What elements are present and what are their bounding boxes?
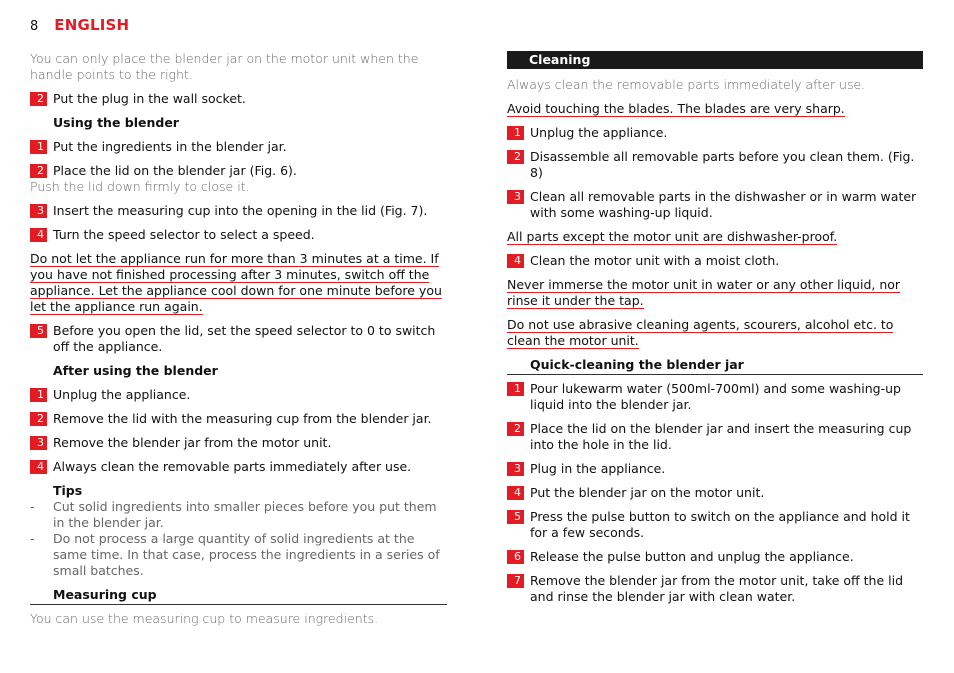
- using-heading: Using the blender: [53, 115, 179, 130]
- step-text: Clean all removable parts in the dishwasher or in warm water with some washing-up liquid.: [530, 189, 917, 220]
- step-text: Unplug the appliance.: [53, 387, 191, 402]
- cleaning-step-2: [507, 149, 923, 181]
- tip-dash: -: [30, 499, 35, 514]
- step-text: Before you open the lid, set the speed selector to 0 to switch off the appliance.: [53, 323, 436, 354]
- step-number-badge: 3: [30, 436, 47, 450]
- warning-text: Avoid touching the blades. The blades are very sharp.: [507, 101, 845, 116]
- step-text: Press the pulse button to switch on the appliance and hold it for a few seconds.: [530, 509, 910, 540]
- language-title: ENGLISH: [54, 16, 130, 34]
- quick-step-6: [507, 549, 923, 565]
- step-text: Turn the speed selector to select a speed.: [53, 227, 315, 242]
- step-number-badge: 3: [30, 204, 47, 218]
- step-text: Clean the motor unit with a moist cloth.: [530, 253, 780, 268]
- blades-warning: [507, 101, 923, 117]
- after-step-4: [30, 459, 447, 475]
- using-step-5: [30, 323, 447, 355]
- after-step-2: [30, 411, 447, 427]
- step-number-badge: 5: [30, 324, 47, 338]
- cleaning-heading: Cleaning: [507, 51, 923, 69]
- step-text: Remove the blender jar from the motor unit, take off the lid and rinse the blender jar with clean water.: [530, 573, 904, 604]
- step-number-badge: 1: [507, 126, 524, 140]
- cleaning-step-1: [507, 125, 923, 141]
- intro-text: You can only place the blender jar on the motor unit when the handle points to the right.: [30, 51, 419, 82]
- step-text: Pour lukewarm water (500ml-700ml) and some washing-up liquid into the blender jar.: [530, 381, 901, 412]
- tip-text: Cut solid ingredients into smaller pieces before you put them in the blender jar.: [53, 499, 437, 530]
- step-number-badge: 2: [507, 150, 524, 164]
- step-text: Put the ingredients in the blender jar.: [53, 139, 287, 154]
- step-number-badge: 2: [30, 412, 47, 426]
- step-text: Insert the measuring cup into the opening in the lid (Fig. 7).: [53, 203, 428, 218]
- step-number-badge: 5: [507, 510, 524, 524]
- step-text: Place the lid on the blender jar (Fig. 6).: [53, 163, 297, 178]
- warning-text: All parts except the motor unit are dishwasher-proof.: [507, 229, 838, 244]
- step-number-badge: 3: [507, 190, 524, 204]
- step-plug: [30, 91, 447, 107]
- quick-step-3: [507, 461, 923, 477]
- cleaning-step-4: [507, 253, 923, 269]
- step-text: Place the lid on the blender jar and insert the measuring cup into the hole in the lid.: [530, 421, 912, 452]
- step-number-badge: 4: [507, 486, 524, 500]
- step-text: Remove the blender jar from the motor unit.: [53, 435, 332, 450]
- quick-step-4: [507, 485, 923, 501]
- step-text: Always clean the removable parts immediately after use.: [53, 459, 412, 474]
- warning-text: Do not use abrasive cleaning agents, scourers, alcohol etc. to clean the motor unit.: [507, 317, 894, 348]
- step-number-badge: 4: [30, 460, 47, 474]
- step-text: Remove the lid with the measuring cup from the blender jar.: [53, 411, 432, 426]
- runtime-warning: [30, 251, 447, 315]
- step-number-badge: 3: [507, 462, 524, 476]
- step-number-badge: 1: [30, 140, 47, 154]
- step-number-badge: 4: [507, 254, 524, 268]
- step-text: Put the blender jar on the motor unit.: [530, 485, 765, 500]
- step-sub-text: Push the lid down firmly to close it.: [30, 179, 250, 194]
- tip-item: [30, 531, 447, 579]
- page-header: [30, 17, 129, 37]
- using-step-4: [30, 227, 447, 243]
- using-step-1: [30, 139, 447, 155]
- quick-cleaning-heading: Quick-cleaning the blender jar: [507, 357, 923, 375]
- abrasive-warning: [507, 317, 923, 349]
- after-step-3: [30, 435, 447, 451]
- after-step-1: [30, 387, 447, 403]
- using-step-2: [30, 163, 447, 179]
- step-number-badge: 1: [30, 388, 47, 402]
- using-step-3: [30, 203, 447, 219]
- quick-step-7: [507, 573, 923, 605]
- measuring-text: You can use the measuring cup to measure ingredients.: [30, 611, 379, 626]
- dishwasher-note: [507, 229, 923, 245]
- measuring-heading: Measuring cup: [30, 587, 447, 605]
- step-number-badge: 2: [30, 92, 47, 106]
- after-heading: After using the blender: [53, 363, 218, 378]
- step-text: Release the pulse button and unplug the appliance.: [530, 549, 854, 564]
- step-number-badge: 1: [507, 382, 524, 396]
- tip-dash: -: [30, 531, 35, 546]
- step-number-badge: 7: [507, 574, 524, 588]
- step-number-badge: 6: [507, 550, 524, 564]
- step-number-badge: 2: [30, 164, 47, 178]
- cleaning-step-3: [507, 189, 923, 221]
- step-text: Plug in the appliance.: [530, 461, 666, 476]
- quick-step-5: [507, 509, 923, 541]
- immerse-warning: [507, 277, 923, 309]
- cleaning-intro: Always clean the removable parts immediately after use.: [507, 77, 866, 92]
- left-column: [30, 51, 447, 627]
- warning-text: Never immerse the motor unit in water or any other liquid, nor rinse it under the tap.: [507, 277, 901, 308]
- warning-text: Do not let the appliance run for more than 3 minutes at a time. If you have not finished processing after 3 minutes, switch off the appliance. Let the appliance cool down for one minute before you let the appliance run again.: [30, 251, 442, 314]
- tips-heading: Tips: [53, 483, 83, 498]
- step-number-badge: 2: [507, 422, 524, 436]
- quick-step-2: [507, 421, 923, 453]
- step-text: Put the plug in the wall socket.: [53, 91, 246, 106]
- step-text: Unplug the appliance.: [530, 125, 668, 140]
- page-number: 8: [30, 19, 39, 34]
- tip-item: [30, 499, 447, 531]
- quick-step-1: [507, 381, 923, 413]
- step-text: Disassemble all removable parts before you clean them. (Fig. 8): [530, 149, 915, 180]
- step-number-badge: 4: [30, 228, 47, 242]
- tip-text: Do not process a large quantity of solid ingredients at the same time. In that case, process the ingredients in a series of small batches.: [53, 531, 440, 578]
- right-column: [507, 51, 923, 613]
